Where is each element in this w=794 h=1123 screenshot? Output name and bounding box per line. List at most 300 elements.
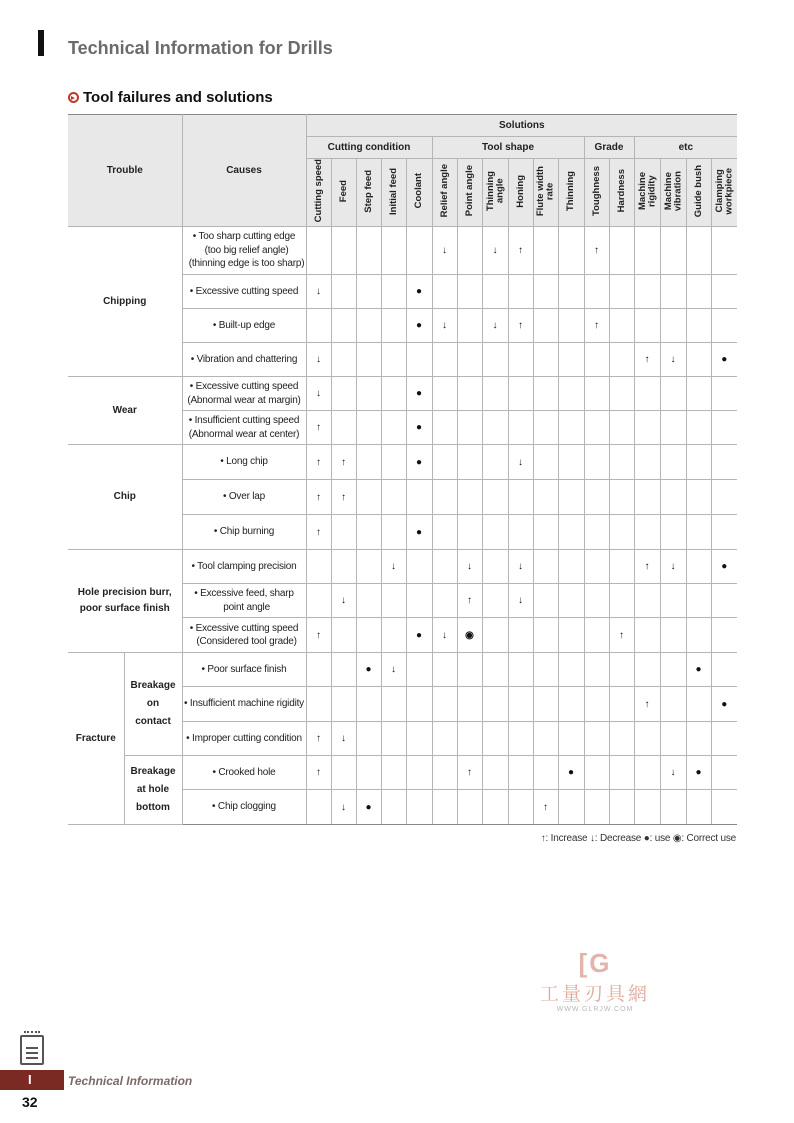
solution-cell	[356, 515, 381, 550]
solution-cell	[306, 790, 331, 825]
solution-cell	[533, 756, 558, 790]
solution-cell	[482, 343, 508, 377]
solution-cell	[508, 275, 533, 309]
solution-cell: ↑	[306, 480, 331, 515]
solution-cell	[508, 687, 533, 722]
solution-cell	[356, 445, 381, 480]
solution-cell	[558, 790, 584, 825]
solution-cell	[331, 275, 356, 309]
solution-cell	[711, 227, 737, 275]
cause-cell: • Excessive cutting speed (Abnormal wear at margin)	[182, 377, 306, 411]
column-header	[686, 159, 711, 227]
solution-cell: ↓	[381, 653, 406, 687]
solution-cell	[432, 722, 457, 756]
sub-trouble-cell: Breakage at hole bottom	[124, 756, 182, 825]
group-tool-shape: Tool shape	[432, 137, 584, 159]
trouble-cell: Wear	[68, 377, 182, 445]
solution-cell	[457, 480, 482, 515]
solution-cell	[634, 515, 660, 550]
cause-cell: • Chip burning	[182, 515, 306, 550]
trouble-cell: Hole precision burr, poor surface finish	[68, 550, 182, 653]
solution-cell: ●	[406, 377, 432, 411]
table-row	[68, 377, 737, 411]
solution-cell: ↓	[508, 550, 533, 584]
column-header	[331, 159, 356, 227]
page-number: 32	[22, 1094, 38, 1110]
solution-cell: ↓	[482, 227, 508, 275]
column-header-label: Thinning	[565, 170, 577, 212]
group-cutting-condition: Cutting condition	[306, 137, 432, 159]
solution-cell	[634, 722, 660, 756]
solution-cell	[381, 687, 406, 722]
solution-cell	[558, 480, 584, 515]
solution-cell	[406, 722, 432, 756]
solution-cell	[686, 309, 711, 343]
solution-cell	[331, 550, 356, 584]
watermark-logo: [G	[578, 948, 612, 978]
solution-cell	[609, 756, 634, 790]
solution-cell	[686, 790, 711, 825]
trouble-cell: Chipping	[68, 227, 182, 377]
solution-cell: ↑	[331, 480, 356, 515]
solution-cell	[558, 377, 584, 411]
solution-cell	[406, 550, 432, 584]
failure-table	[68, 114, 737, 825]
cause-cell: • Long chip	[182, 445, 306, 480]
solution-cell	[381, 756, 406, 790]
solution-cell	[432, 550, 457, 584]
solution-cell	[584, 550, 609, 584]
solution-cell	[533, 653, 558, 687]
solution-cell	[381, 445, 406, 480]
column-header-label: Point angle	[463, 165, 475, 217]
solution-cell	[533, 227, 558, 275]
solution-cell	[711, 584, 737, 618]
solution-cell	[381, 227, 406, 275]
solution-cell	[432, 687, 457, 722]
solution-cell: ↑	[457, 584, 482, 618]
solution-cell	[508, 790, 533, 825]
solution-cell: ↑	[306, 618, 331, 653]
solution-cell	[711, 480, 737, 515]
solution-cell	[482, 756, 508, 790]
column-header-label: Hardness	[615, 169, 627, 213]
solution-cell	[711, 275, 737, 309]
solution-cell	[533, 584, 558, 618]
solution-cell	[406, 480, 432, 515]
causes-header: Causes	[182, 115, 306, 227]
solution-cell	[660, 411, 686, 445]
solution-cell: ●	[558, 756, 584, 790]
solution-cell	[508, 515, 533, 550]
solution-cell	[508, 377, 533, 411]
column-header-label: Cutting speed	[312, 159, 324, 223]
solution-cell	[660, 309, 686, 343]
solution-cell	[558, 653, 584, 687]
solution-cell: ↑	[508, 227, 533, 275]
solution-cell: ↑	[508, 309, 533, 343]
solution-cell	[584, 687, 609, 722]
solution-cell	[331, 618, 356, 653]
header-bar	[38, 30, 44, 56]
solution-cell	[634, 377, 660, 411]
cause-cell: • Tool clamping precision	[182, 550, 306, 584]
solution-cell	[558, 550, 584, 584]
solution-cell	[609, 550, 634, 584]
solution-cell	[306, 550, 331, 584]
solution-cell	[711, 722, 737, 756]
cause-cell: • Excessive cutting speed	[182, 275, 306, 309]
solution-cell	[584, 343, 609, 377]
solution-cell	[686, 445, 711, 480]
solution-cell	[356, 411, 381, 445]
solution-cell	[711, 309, 737, 343]
solution-cell	[634, 756, 660, 790]
solution-cell: ●	[406, 618, 432, 653]
solution-cell	[609, 480, 634, 515]
solution-cell	[356, 550, 381, 584]
solution-cell	[432, 653, 457, 687]
solution-cell	[634, 790, 660, 825]
column-header-label: Machine rigidity	[636, 171, 657, 210]
column-header	[634, 159, 660, 227]
solution-cell	[634, 618, 660, 653]
column-header	[660, 159, 686, 227]
solution-cell	[609, 309, 634, 343]
solution-cell	[711, 411, 737, 445]
solution-cell	[306, 227, 331, 275]
solution-cell	[508, 756, 533, 790]
solution-cell: ↓	[432, 227, 457, 275]
solution-cell	[558, 618, 584, 653]
solution-cell	[508, 618, 533, 653]
solution-cell	[609, 377, 634, 411]
solution-cell	[609, 653, 634, 687]
solution-cell	[356, 756, 381, 790]
solution-cell	[686, 550, 711, 584]
solution-cell	[558, 687, 584, 722]
solution-cell	[406, 227, 432, 275]
table-row	[68, 227, 737, 275]
solution-cell	[457, 411, 482, 445]
solution-cell	[381, 275, 406, 309]
solution-cell	[660, 227, 686, 275]
solution-cell: ●	[686, 653, 711, 687]
solution-cell	[558, 584, 584, 618]
solution-cell	[482, 515, 508, 550]
solution-cell	[660, 515, 686, 550]
solution-cell	[686, 584, 711, 618]
solution-cell	[711, 653, 737, 687]
solution-cell	[660, 445, 686, 480]
solution-cell	[660, 480, 686, 515]
solution-cell	[508, 653, 533, 687]
solution-cell	[432, 411, 457, 445]
solution-cell	[634, 227, 660, 275]
solution-cell	[356, 480, 381, 515]
solution-cell	[584, 515, 609, 550]
solution-cell: ↑	[634, 687, 660, 722]
column-header-label: Flute width rate	[535, 165, 556, 217]
solution-cell	[558, 343, 584, 377]
sub-trouble-cell: Breakage on contact	[124, 653, 182, 756]
solution-cell	[482, 584, 508, 618]
solution-cell	[482, 550, 508, 584]
solution-cell	[686, 687, 711, 722]
solution-cell	[533, 343, 558, 377]
solution-cell	[584, 411, 609, 445]
solution-cell	[558, 309, 584, 343]
solution-cell: ↑	[609, 618, 634, 653]
solution-cell	[686, 618, 711, 653]
solution-cell	[482, 411, 508, 445]
solution-cell	[457, 227, 482, 275]
cause-cell: • Vibration and chattering	[182, 343, 306, 377]
solution-cell	[533, 275, 558, 309]
watermark-url: WWW.GLRJW.COM	[556, 1006, 634, 1013]
solution-cell	[558, 445, 584, 480]
column-header	[457, 159, 482, 227]
solution-cell	[356, 687, 381, 722]
solution-cell: ↓	[432, 618, 457, 653]
solution-cell	[558, 227, 584, 275]
solution-cell	[331, 343, 356, 377]
solution-cell	[609, 722, 634, 756]
cause-cell: • Chip clogging	[182, 790, 306, 825]
solution-cell	[584, 275, 609, 309]
trouble-cell: Chip	[68, 445, 182, 550]
column-header	[609, 159, 634, 227]
group-etc: etc	[634, 137, 737, 159]
arrow-circle-icon	[68, 92, 79, 103]
watermark	[530, 948, 660, 1013]
solution-cell	[609, 687, 634, 722]
solution-cell	[406, 584, 432, 618]
column-header	[381, 159, 406, 227]
solution-cell	[584, 618, 609, 653]
solution-cell	[686, 275, 711, 309]
solution-cell	[634, 584, 660, 618]
column-header	[432, 159, 457, 227]
solution-cell	[558, 411, 584, 445]
solution-cell	[686, 480, 711, 515]
solution-cell	[711, 445, 737, 480]
trouble-cell: Fracture	[68, 653, 124, 825]
solution-cell	[356, 309, 381, 343]
solution-cell	[533, 445, 558, 480]
solution-cell: ↑	[457, 756, 482, 790]
solution-cell: ↓	[306, 343, 331, 377]
solution-cell: ●	[686, 756, 711, 790]
footer-label: Technical Information	[68, 1074, 193, 1088]
solution-cell	[381, 309, 406, 343]
solution-cell	[584, 584, 609, 618]
solution-cell	[406, 756, 432, 790]
solution-cell	[686, 343, 711, 377]
column-header-label: Thinning angle	[484, 170, 505, 212]
solution-cell	[457, 275, 482, 309]
solution-cell	[584, 653, 609, 687]
solution-cell	[609, 790, 634, 825]
column-header	[533, 159, 558, 227]
table-row	[68, 756, 737, 790]
solution-cell	[686, 377, 711, 411]
solution-cell	[331, 411, 356, 445]
solution-cell	[660, 790, 686, 825]
solution-cell	[381, 618, 406, 653]
solution-cell	[711, 756, 737, 790]
solution-cell	[482, 275, 508, 309]
column-header	[306, 159, 331, 227]
solution-cell	[660, 618, 686, 653]
solution-cell	[356, 343, 381, 377]
solution-cell	[457, 343, 482, 377]
solution-cell	[432, 790, 457, 825]
solution-cell: ●	[356, 790, 381, 825]
solution-cell	[356, 618, 381, 653]
solution-cell: ●	[406, 309, 432, 343]
cause-cell: • Built-up edge	[182, 309, 306, 343]
section-title-text: Tool failures and solutions	[83, 89, 273, 106]
solution-cell	[711, 618, 737, 653]
solution-cell	[482, 480, 508, 515]
solution-cell	[609, 584, 634, 618]
cause-cell: • Excessive feed, sharp point angle	[182, 584, 306, 618]
solution-cell	[331, 377, 356, 411]
solution-cell	[406, 653, 432, 687]
column-header-label: Relief angle	[438, 164, 450, 218]
cause-cell: • Too sharp cutting edge (too big relief angle) (thinning edge is too sharp)	[182, 227, 306, 275]
solution-cell: ↓	[482, 309, 508, 343]
solution-cell	[406, 790, 432, 825]
solution-cell	[634, 653, 660, 687]
solution-cell	[533, 515, 558, 550]
solution-cell	[306, 653, 331, 687]
solution-cell	[711, 515, 737, 550]
column-header-label: Guide bush	[692, 164, 704, 218]
column-header-label: Machine vibration	[662, 170, 683, 212]
solution-cell	[482, 377, 508, 411]
solution-cell	[432, 584, 457, 618]
solution-cell	[711, 790, 737, 825]
solution-cell	[634, 411, 660, 445]
section-title	[68, 89, 273, 106]
solution-cell: ↑	[634, 550, 660, 584]
column-header	[508, 159, 533, 227]
solution-cell	[381, 343, 406, 377]
column-header	[584, 159, 609, 227]
solution-cell	[432, 756, 457, 790]
solution-cell	[381, 480, 406, 515]
solution-cell: ↓	[457, 550, 482, 584]
cause-cell: • Insufficient machine rigidity	[182, 687, 306, 722]
solution-cell	[686, 227, 711, 275]
solution-cell	[609, 227, 634, 275]
solution-cell	[306, 309, 331, 343]
column-header-label: Toughness	[590, 166, 602, 216]
solution-cell	[558, 275, 584, 309]
solution-cell: ↓	[660, 343, 686, 377]
solution-cell	[584, 756, 609, 790]
page-title: Technical Information for Drills	[68, 38, 333, 58]
solution-cell	[660, 584, 686, 618]
chapter-tab-label: I	[28, 1072, 32, 1087]
solution-cell	[558, 515, 584, 550]
solution-cell	[686, 411, 711, 445]
solution-cell	[406, 687, 432, 722]
solution-cell	[482, 790, 508, 825]
solution-cell	[356, 227, 381, 275]
solution-cell	[634, 480, 660, 515]
notepad-icon	[20, 1035, 44, 1065]
solution-cell	[356, 377, 381, 411]
solution-cell	[634, 445, 660, 480]
solution-cell: ↑	[584, 309, 609, 343]
solution-cell	[331, 653, 356, 687]
solution-cell	[686, 722, 711, 756]
solution-cell	[482, 653, 508, 687]
solution-cell	[660, 687, 686, 722]
solution-cell	[381, 790, 406, 825]
solution-cell	[306, 687, 331, 722]
solution-cell	[381, 377, 406, 411]
solution-cell	[356, 722, 381, 756]
solution-cell	[432, 377, 457, 411]
cause-cell: • Improper cutting condition	[182, 722, 306, 756]
solution-cell: ↑	[306, 411, 331, 445]
solution-cell	[660, 377, 686, 411]
column-header	[406, 159, 432, 227]
solution-cell	[584, 445, 609, 480]
solution-cell	[306, 584, 331, 618]
solution-cell: ↑	[306, 515, 331, 550]
solution-cell	[457, 790, 482, 825]
solution-cell: ●	[711, 687, 737, 722]
chapter-tab	[0, 1070, 64, 1090]
solution-cell	[711, 377, 737, 411]
solution-cell: ↓	[508, 584, 533, 618]
solution-cell: ↑	[306, 722, 331, 756]
solution-cell	[609, 515, 634, 550]
solution-cell	[686, 515, 711, 550]
solution-cell: ↑	[331, 445, 356, 480]
solution-cell	[533, 618, 558, 653]
solution-cell: ↓	[508, 445, 533, 480]
solution-cell	[432, 480, 457, 515]
solution-cell	[457, 653, 482, 687]
solution-cell: ↓	[306, 275, 331, 309]
solution-cell	[356, 584, 381, 618]
solution-cell	[482, 722, 508, 756]
solution-cell: ↓	[381, 550, 406, 584]
solution-cell: ◉	[457, 618, 482, 653]
column-header	[356, 159, 381, 227]
solution-cell: ↑	[306, 756, 331, 790]
solutions-header: Solutions	[306, 115, 737, 137]
solution-cell	[584, 480, 609, 515]
solution-cell: ●	[711, 550, 737, 584]
solution-cell: ↓	[306, 377, 331, 411]
solution-cell: ●	[406, 411, 432, 445]
solution-cell	[634, 275, 660, 309]
solution-cell	[432, 343, 457, 377]
solution-cell	[660, 275, 686, 309]
solution-cell	[331, 227, 356, 275]
solution-cell	[660, 653, 686, 687]
solution-cell	[432, 515, 457, 550]
solution-cell	[533, 411, 558, 445]
solution-cell: ↑	[306, 445, 331, 480]
